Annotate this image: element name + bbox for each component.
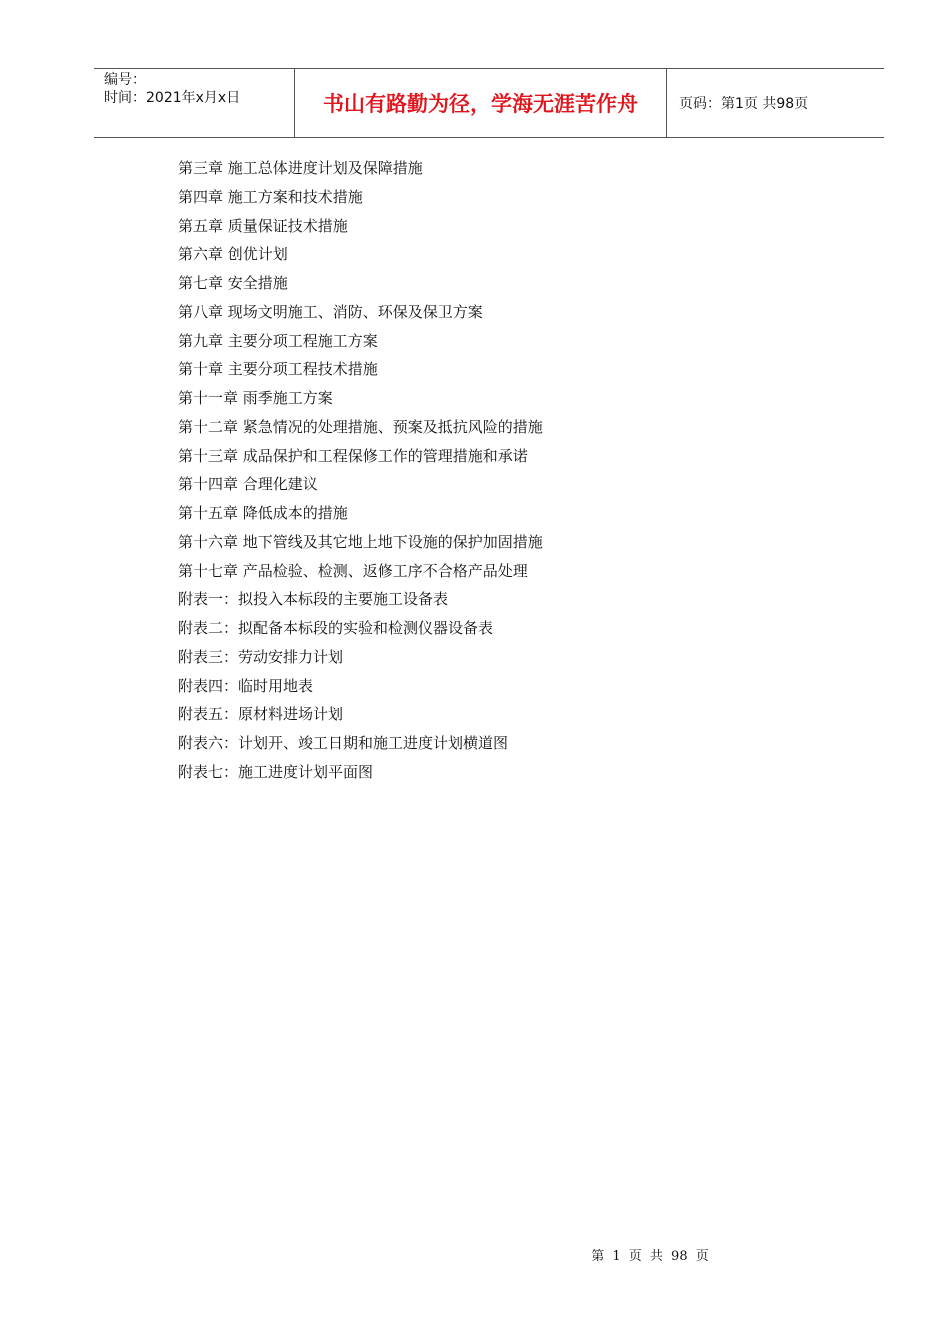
toc-item: 第四章 施工方案和技术措施 xyxy=(178,187,363,206)
toc-item: 附表六：计划开、竣工日期和施工进度计划横道图 xyxy=(178,734,509,752)
header-page-info: 页码：第1页 共98页 xyxy=(679,96,809,112)
header-meta xyxy=(94,69,295,137)
toc-item: 第十五章 降低成本的措施 xyxy=(178,504,348,522)
toc-item: 附表一：拟投入本标段的主要施工设备表 xyxy=(178,590,449,609)
toc-item: 第十章 主要分项工程技术措施 xyxy=(178,360,378,379)
toc-item: 第十三章 成品保护和工程保修工作的管理措施和承诺 xyxy=(178,446,528,465)
toc-item: 第六章 创优计划 xyxy=(178,245,288,264)
toc-item: 附表二：拟配备本标段的实验和检测仪器设备表 xyxy=(178,619,494,637)
toc-item: 第九章 主要分项工程施工方案 xyxy=(178,331,378,350)
header-motto: 书山有路勤为径，学海无涯苦作舟 xyxy=(295,69,667,137)
toc-item: 附表五：原材料进场计划 xyxy=(178,705,344,724)
toc-item: 附表七：施工进度计划平面图 xyxy=(178,762,374,781)
toc-item: 第五章 质量保证技术措施 xyxy=(178,216,348,235)
toc-item: 第十一章 雨季施工方案 xyxy=(178,389,333,407)
time-label: 时间：2021年x月x日 xyxy=(104,90,241,106)
toc-item: 第七章 安全措施 xyxy=(178,274,288,292)
toc-item: 附表四：临时用地表 xyxy=(178,676,314,695)
page-header xyxy=(94,68,884,138)
table-of-contents xyxy=(178,154,543,787)
toc-item: 第十四章 合理化建议 xyxy=(178,475,318,494)
page-footer: 第 1 页 共 98 页 xyxy=(591,1249,709,1264)
toc-item: 附表三：劳动安排力计划 xyxy=(178,647,344,666)
serial-label: 编号： xyxy=(104,72,146,88)
toc-item: 第十六章 地下管线及其它地上地下设施的保护加固措施 xyxy=(178,532,543,551)
toc-item: 第八章 现场文明施工、消防、环保及保卫方案 xyxy=(178,302,483,321)
toc-item: 第三章 施工总体进度计划及保障措施 xyxy=(178,159,423,177)
toc-item: 第十二章 紧急情况的处理措施、预案及抵抗风险的措施 xyxy=(178,417,543,436)
toc-item: 第十七章 产品检验、检测、返修工序不合格产品处理 xyxy=(178,561,528,580)
